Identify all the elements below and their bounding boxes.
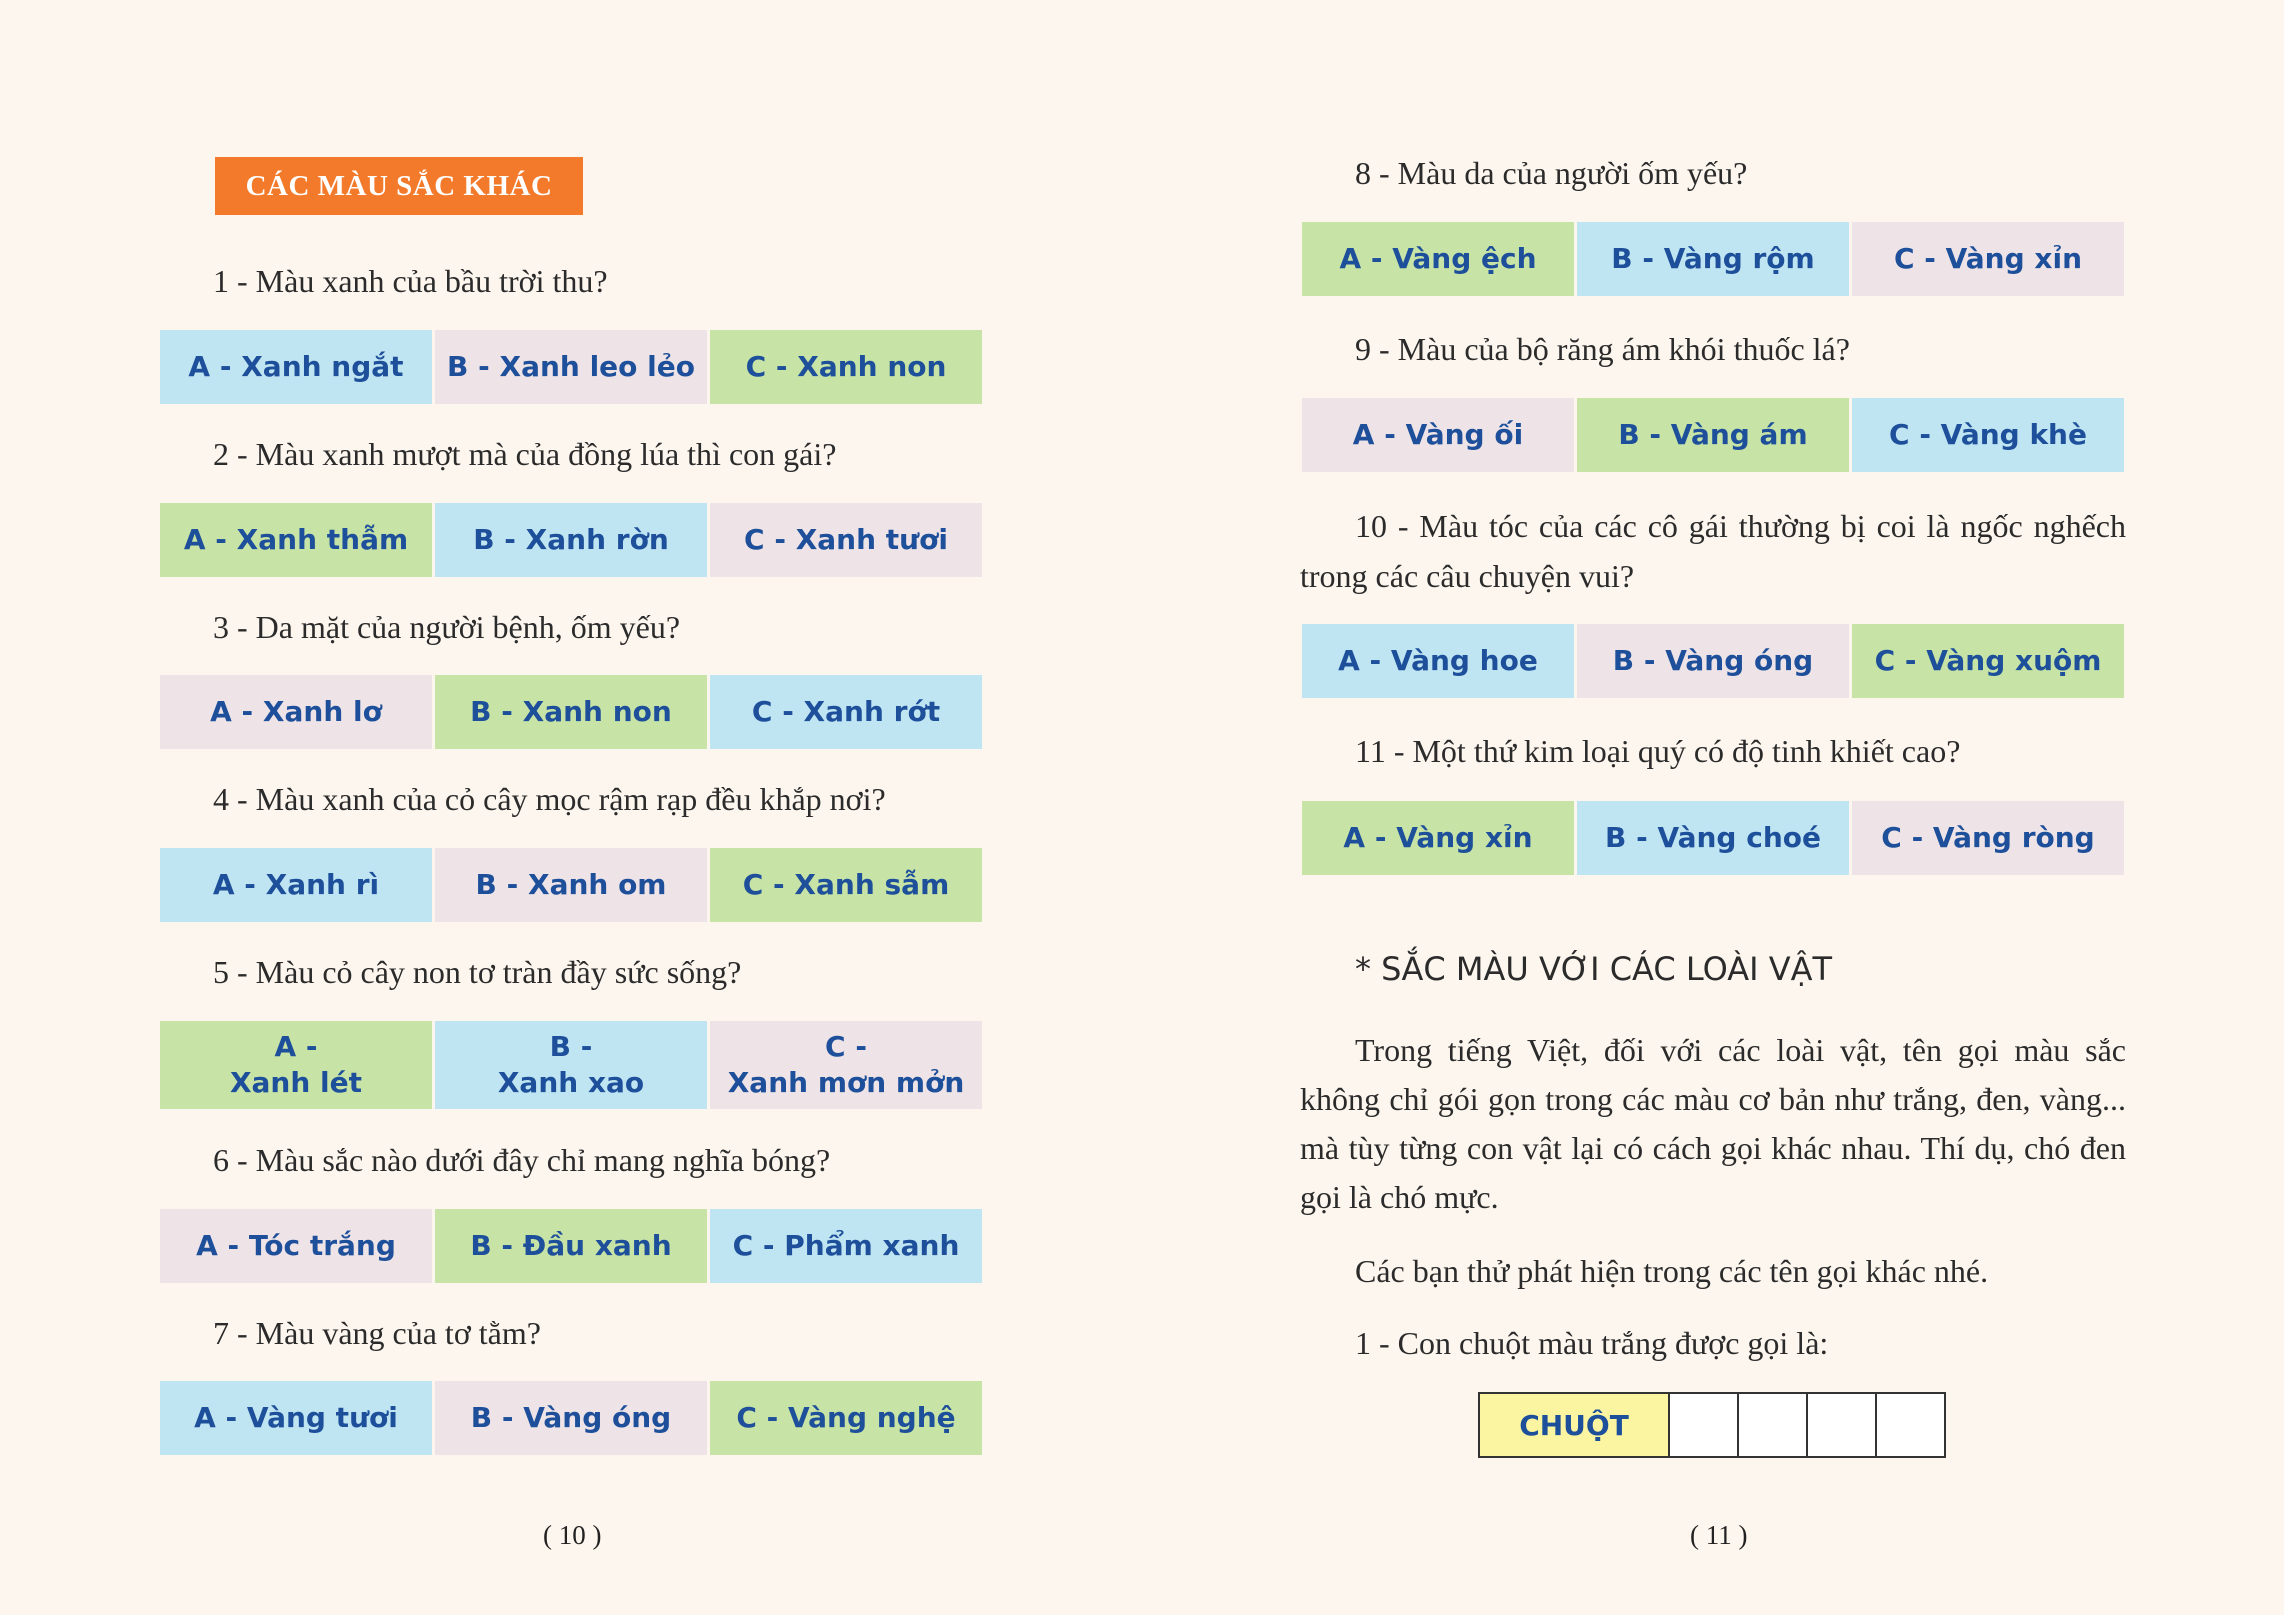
sub-question-1: 1 - Con chuột màu trắng được gọi là: [1355, 1325, 1829, 1361]
question-10: 10 - Màu tóc của các cô gái thường bị coi là ngốc nghếch trong các câu chuyện vui? [1300, 508, 2126, 594]
letter-box[interactable] [1670, 1394, 1739, 1456]
option-b[interactable]: B - Vàng óng [435, 1381, 707, 1455]
options-q3 [160, 675, 982, 749]
option-b[interactable]: B - Vàng rộm [1577, 222, 1849, 296]
question-6: 6 - Màu sắc nào dưới đây chỉ mang nghĩa bóng? [213, 1142, 831, 1178]
option-b[interactable]: B - Vàng ám [1577, 398, 1849, 472]
options-q2 [160, 503, 982, 577]
options-q4 [160, 848, 982, 922]
option-b[interactable]: B - Đầu xanh [435, 1209, 707, 1283]
option-c[interactable]: C - Xanh tươi [710, 503, 982, 577]
option-c[interactable]: C - Xanh sẫm [710, 848, 982, 922]
option-a[interactable]: A - Vàng tươi [160, 1381, 432, 1455]
question-1: 1 - Màu xanh của bầu trời thu? [213, 263, 608, 299]
options-q10 [1302, 624, 2124, 698]
options-q11 [1302, 801, 2124, 875]
page-number-right: ( 11 ) [1690, 1520, 1748, 1550]
word-grid-prefix: CHUỘT [1480, 1394, 1670, 1456]
question-3: 3 - Da mặt của người bệnh, ốm yếu? [213, 609, 681, 645]
question-2: 2 - Màu xanh mượt mà của đồng lúa thì con gái? [213, 436, 837, 472]
options-q9 [1302, 398, 2124, 472]
options-q1 [160, 330, 982, 404]
options-q6 [160, 1209, 982, 1283]
option-c[interactable]: C - Phẩm xanh [710, 1209, 982, 1283]
question-5: 5 - Màu cỏ cây non tơ tràn đầy sức sống? [213, 954, 742, 990]
option-c[interactable]: C - Xanh mơn mởn [710, 1021, 982, 1109]
options-q8 [1302, 222, 2124, 296]
option-b[interactable]: B - Xanh xao [435, 1021, 707, 1109]
option-c[interactable]: C - Vàng nghệ [710, 1381, 982, 1455]
option-c[interactable]: C - Xanh rớt [710, 675, 982, 749]
option-a[interactable]: A - Vàng xỉn [1302, 801, 1574, 875]
option-b[interactable]: B - Xanh non [435, 675, 707, 749]
option-b[interactable]: B - Xanh rờn [435, 503, 707, 577]
option-a[interactable]: A - Xanh lơ [160, 675, 432, 749]
option-a[interactable]: A - Xanh thẫm [160, 503, 432, 577]
question-7: 7 - Màu vàng của tơ tằm? [213, 1315, 541, 1351]
question-9: 9 - Màu của bộ răng ám khói thuốc lá? [1355, 331, 1850, 367]
instruction-text: Các bạn thử phát hiện trong các tên gọi khác nhé. [1355, 1253, 1989, 1289]
option-c[interactable]: C - Vàng khè [1852, 398, 2124, 472]
question-8: 8 - Màu da của người ốm yếu? [1355, 155, 1748, 191]
options-q7 [160, 1381, 982, 1455]
page-number-left: ( 10 ) [543, 1520, 602, 1550]
option-a[interactable]: A - Xanh ngắt [160, 330, 432, 404]
letter-box[interactable] [1877, 1394, 1944, 1456]
option-c[interactable]: C - Vàng xuộm [1852, 624, 2124, 698]
option-a[interactable]: A - Vàng ối [1302, 398, 1574, 472]
option-a[interactable]: A - Vàng hoe [1302, 624, 1574, 698]
option-b[interactable]: B - Xanh leo lẻo [435, 330, 707, 404]
word-answer-grid [1478, 1392, 1946, 1458]
options-q5 [160, 1021, 982, 1109]
option-c[interactable]: C - Vàng xỉn [1852, 222, 2124, 296]
option-a[interactable]: A - Vàng ệch [1302, 222, 1574, 296]
intro-paragraph: Trong tiếng Việt, đối với các loài vật, tên gọi màu sắc không chỉ gói gọn trong các màu cơ bản như trắng, đen, vàng... mà tùy từng con vật lại có cách gọi khác nhau. Thí dụ, chó đen gọi là chó mực. [1300, 1032, 2126, 1215]
section-heading: * SẮC MÀU VỚI CÁC LOÀI VẬT [1355, 950, 1833, 988]
option-c[interactable]: C - Xanh non [710, 330, 982, 404]
option-a[interactable]: A - Xanh rì [160, 848, 432, 922]
question-11: 11 - Một thứ kim loại quý có độ tinh khiết cao? [1355, 733, 1961, 769]
option-b[interactable]: B - Vàng choé [1577, 801, 1849, 875]
option-a[interactable]: A - Tóc trắng [160, 1209, 432, 1283]
option-b[interactable]: B - Xanh om [435, 848, 707, 922]
section-title-badge: CÁC MÀU SẮC KHÁC [215, 157, 583, 215]
letter-box[interactable] [1808, 1394, 1877, 1456]
option-c[interactable]: C - Vàng ròng [1852, 801, 2124, 875]
option-b[interactable]: B - Vàng óng [1577, 624, 1849, 698]
question-4: 4 - Màu xanh của cỏ cây mọc rậm rạp đều khắp nơi? [213, 781, 886, 817]
option-a[interactable]: A - Xanh lét [160, 1021, 432, 1109]
letter-box[interactable] [1739, 1394, 1808, 1456]
